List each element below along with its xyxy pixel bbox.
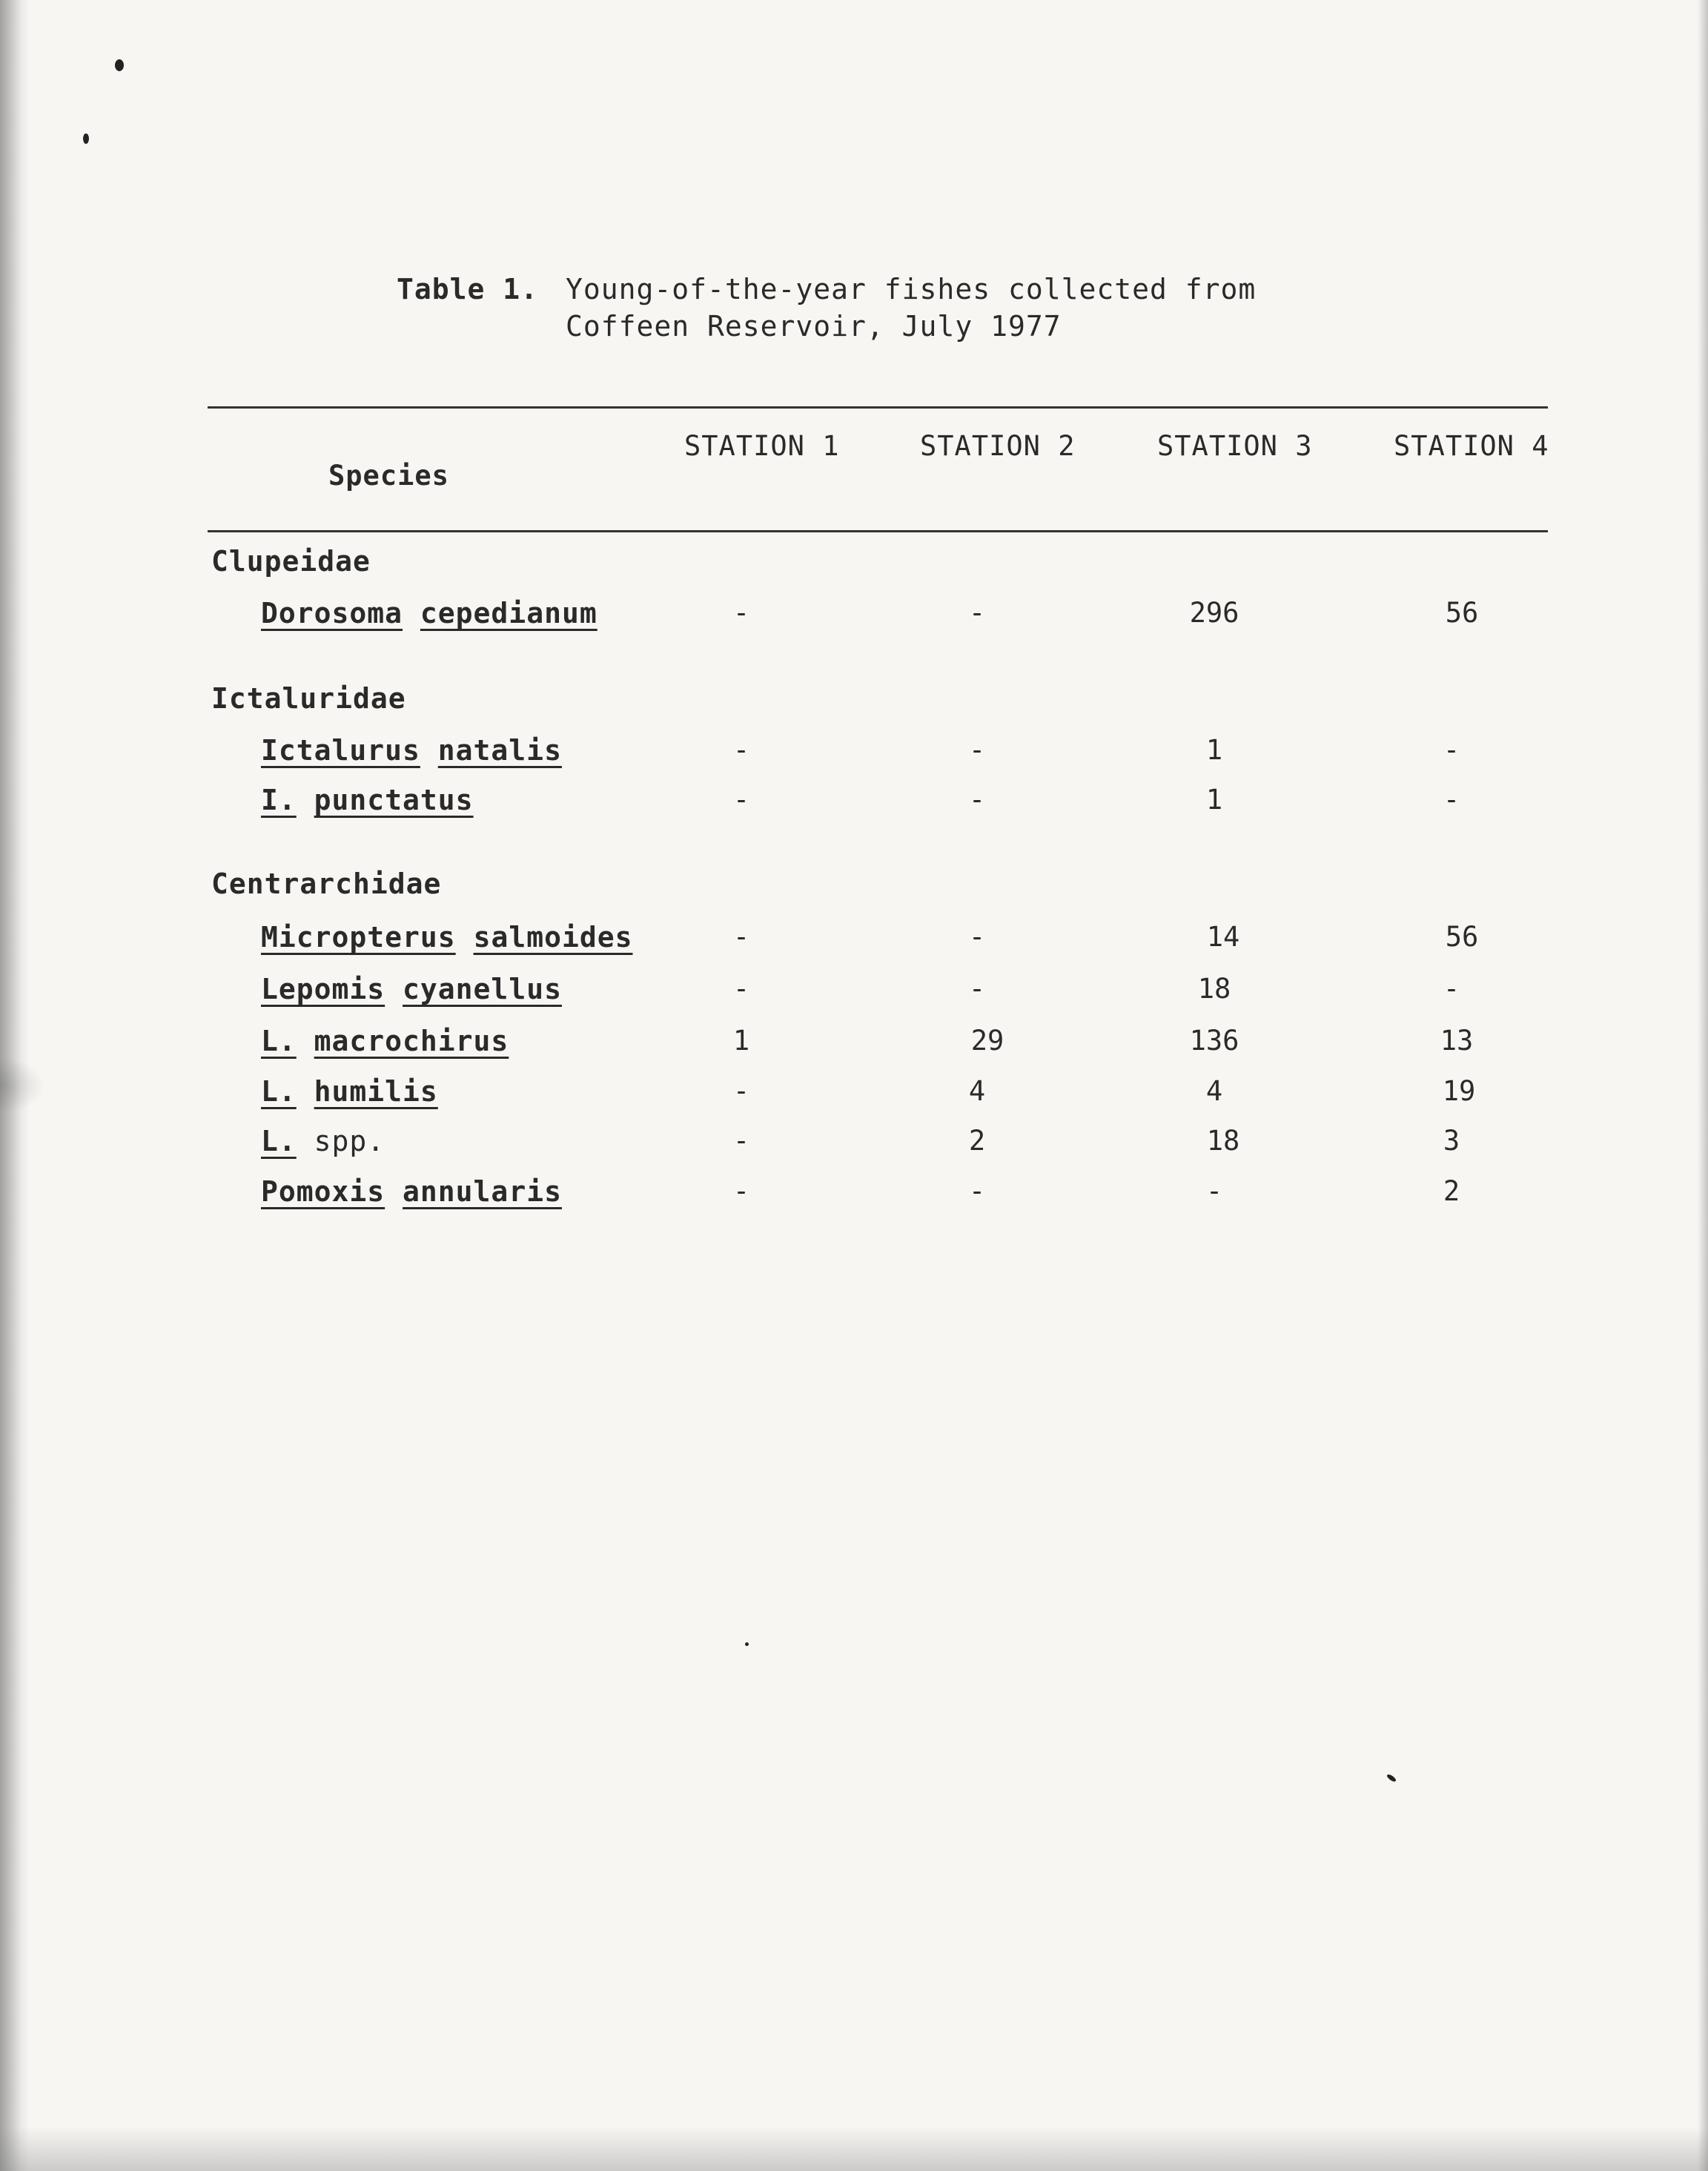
species-name bbox=[261, 1125, 385, 1157]
value-station-1: 1 bbox=[732, 1025, 750, 1057]
species-name bbox=[261, 921, 632, 954]
species-name bbox=[261, 1075, 438, 1108]
value-station-1: - bbox=[732, 973, 750, 1005]
table-top-rule bbox=[208, 406, 1548, 409]
header-station-2: STATION 2 bbox=[920, 430, 1076, 462]
genus-name: Pomoxis bbox=[261, 1175, 385, 1208]
value-station-1: - bbox=[732, 1175, 750, 1207]
species-epithet: macrochirus bbox=[314, 1025, 509, 1057]
species-epithet: cepedianum bbox=[420, 597, 598, 630]
value-station-1: - bbox=[732, 734, 750, 766]
species-epithet: punctatus bbox=[314, 784, 474, 816]
species-name bbox=[261, 973, 562, 1005]
scan-speck bbox=[1386, 1774, 1397, 1783]
value-station-2: - bbox=[968, 597, 986, 629]
scan-edge-bottom bbox=[0, 2127, 1708, 2171]
species-epithet: humilis bbox=[314, 1075, 438, 1108]
table-caption-line-2: Coffeen Reservoir, July 1977 bbox=[566, 310, 1062, 343]
genus-name: Lepomis bbox=[261, 973, 385, 1005]
value-station-2: - bbox=[968, 973, 986, 1005]
table-row bbox=[0, 1025, 1708, 1062]
value-station-2: 29 bbox=[970, 1025, 1004, 1057]
genus-name: Dorosoma bbox=[261, 597, 403, 630]
species-epithet: cyanellus bbox=[403, 973, 562, 1005]
table-caption-line-1: Young-of-the-year fishes collected from bbox=[566, 273, 1257, 305]
value-station-2: - bbox=[968, 921, 986, 953]
value-station-3: 1 bbox=[1205, 734, 1223, 766]
genus-name: Ictalurus bbox=[261, 734, 420, 767]
genus-name: Micropterus bbox=[261, 921, 456, 954]
value-station-2: - bbox=[968, 784, 986, 816]
genus-name: L. bbox=[261, 1025, 297, 1057]
value-station-3: 18 bbox=[1197, 973, 1231, 1005]
header-station-4: STATION 4 bbox=[1394, 430, 1549, 462]
family-label: Centrarchidae bbox=[211, 868, 442, 900]
header-station-1: STATION 1 bbox=[684, 430, 840, 462]
value-station-4: - bbox=[1443, 973, 1460, 1005]
species-epithet: annularis bbox=[403, 1175, 562, 1208]
table-row bbox=[0, 973, 1708, 1010]
value-station-4: 56 bbox=[1445, 921, 1479, 953]
header-species: Species bbox=[328, 460, 449, 492]
scan-speck bbox=[115, 59, 124, 71]
species-name bbox=[261, 1025, 509, 1057]
table-row bbox=[0, 1175, 1708, 1212]
value-station-3: 296 bbox=[1189, 597, 1239, 629]
table-caption-label: Table 1. bbox=[397, 273, 539, 305]
value-station-3: 136 bbox=[1189, 1025, 1239, 1057]
species-epithet: salmoides bbox=[473, 921, 633, 954]
table-row bbox=[0, 1075, 1708, 1112]
species-name bbox=[261, 734, 562, 767]
species-epithet: spp. bbox=[314, 1125, 385, 1157]
table-header-rule bbox=[208, 530, 1548, 532]
header-station-3: STATION 3 bbox=[1157, 430, 1313, 462]
genus-name: L. bbox=[261, 1125, 297, 1157]
species-epithet: natalis bbox=[437, 734, 562, 767]
table-row bbox=[0, 597, 1708, 634]
value-station-4: 56 bbox=[1445, 597, 1479, 629]
value-station-1: - bbox=[732, 921, 750, 953]
value-station-3: 18 bbox=[1206, 1125, 1240, 1157]
table-row bbox=[0, 734, 1708, 771]
species-name bbox=[261, 1175, 562, 1208]
value-station-1: - bbox=[732, 784, 750, 816]
table-row bbox=[0, 1125, 1708, 1162]
value-station-2: 4 bbox=[968, 1075, 986, 1107]
scan-speck bbox=[745, 1642, 749, 1646]
value-station-2: - bbox=[968, 1175, 986, 1207]
genus-name: I. bbox=[261, 784, 297, 816]
value-station-3: 4 bbox=[1205, 1075, 1223, 1107]
value-station-2: - bbox=[968, 734, 986, 766]
family-label: Ictaluridae bbox=[211, 682, 406, 715]
table-row bbox=[0, 784, 1708, 821]
family-label: Clupeidae bbox=[211, 545, 371, 578]
species-name bbox=[261, 597, 598, 630]
value-station-3: 1 bbox=[1205, 784, 1223, 816]
value-station-4: 3 bbox=[1443, 1125, 1460, 1157]
value-station-4: - bbox=[1443, 784, 1460, 816]
value-station-2: 2 bbox=[968, 1125, 986, 1157]
species-name bbox=[261, 784, 474, 816]
scan-speck bbox=[83, 133, 89, 144]
value-station-3: 14 bbox=[1206, 921, 1240, 953]
value-station-1: - bbox=[732, 1125, 750, 1157]
value-station-4: 13 bbox=[1440, 1025, 1474, 1057]
table-row bbox=[0, 921, 1708, 958]
value-station-4: - bbox=[1443, 734, 1460, 766]
value-station-4: 2 bbox=[1443, 1175, 1460, 1207]
value-station-1: - bbox=[732, 1075, 750, 1107]
genus-name: L. bbox=[261, 1075, 297, 1108]
value-station-3: - bbox=[1205, 1175, 1223, 1207]
value-station-1: - bbox=[732, 597, 750, 629]
value-station-4: 19 bbox=[1442, 1075, 1476, 1107]
